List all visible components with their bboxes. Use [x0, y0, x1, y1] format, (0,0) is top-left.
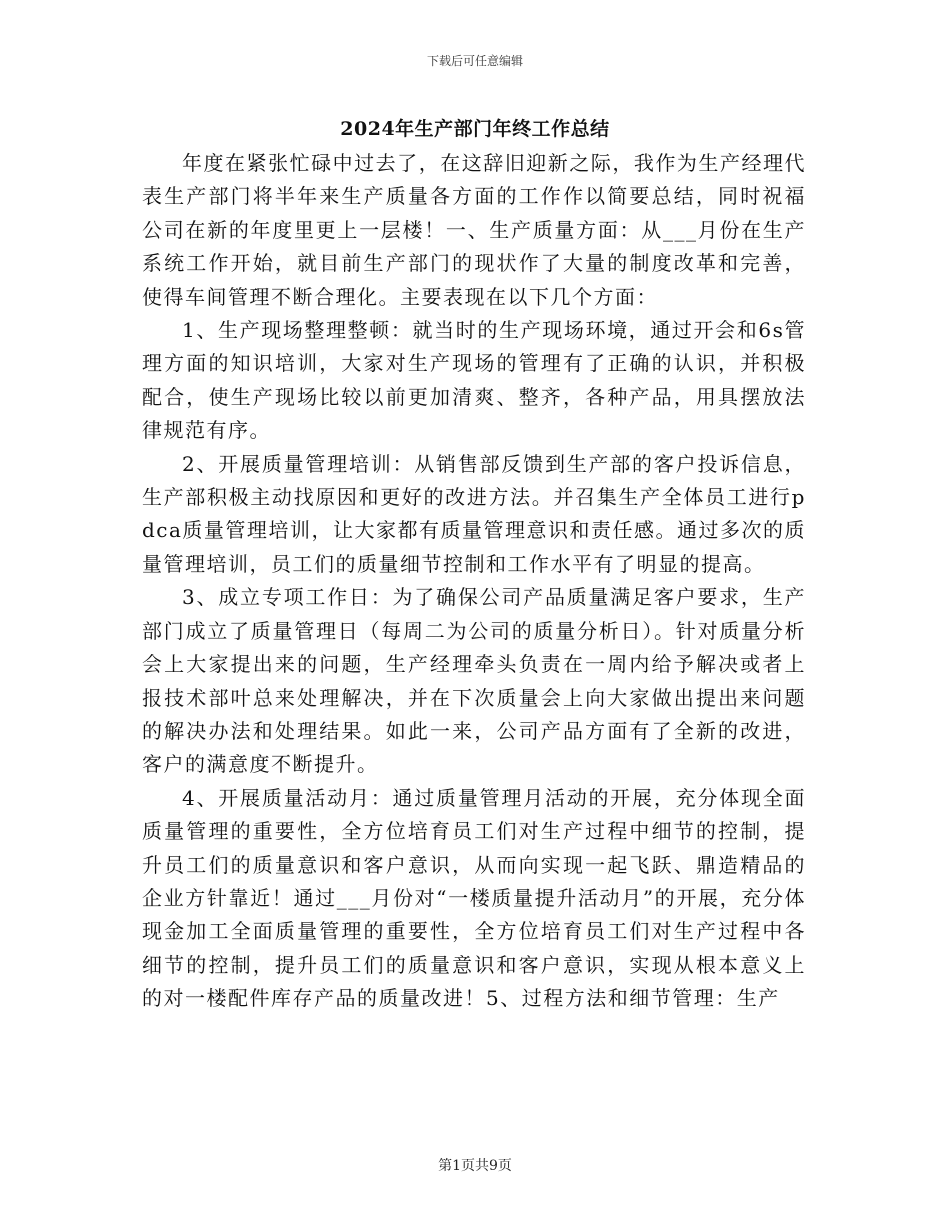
paragraph-item-3: 3、成立专项工作日：为了确保公司产品质量满足客户要求，生产部门成立了质量管理日（每周二为公司的质量分析日）。针对质量分析会上大家提出来的问题，生产经理牵头负责在一周内给予解决或者上报技术部叶总来处理解决，并在下次质量会上向大家做出提出来问题的解决办法和处理结果。如此一来，公司产品方面有了全新的改进，客户的满意度不断提升。: [142, 585, 806, 777]
paragraph-intro: 年度在紧张忙碌中过去了，在这辞旧迎新之际，我作为生产经理代表生产部门将半年来生产质量各方面的工作作以简要总结，同时祝福公司在新的年度里更上一层楼！一、生产质量方面：从___月份在生产系统工作开始，就目前生产部门的现状作了大量的制度改革和完善，使得车间管理不断合理化。主要表现在以下几个方面：: [142, 151, 806, 309]
paragraph-item-2: 2、开展质量管理培训：从销售部反馈到生产部的客户投诉信息，生产部积极主动找原因和更好的改进方法。并召集生产全体员工进行pdca质量管理培训，让大家都有质量管理意识和责任感。通过多次的质量管理培训，员工们的质量细节控制和工作水平有了明显的提高。: [142, 451, 806, 576]
page-header-note: 下载后可任意编辑: [426, 54, 523, 68]
document-body: [142, 147, 806, 1016]
paragraph-item-1: 1、生产现场整理整顿：就当时的生产现场环境，通过开会和6s管理方面的知识培训，大家对生产现场的管理有了正确的认识，并积极配合，使生产现场比较以前更加清爽、整齐，各种产品，用具摆放法律规范有序。: [142, 318, 806, 443]
page-footer-number: 第1页共9页: [438, 1158, 512, 1174]
paragraph-item-4: 4、开展质量活动月：通过质量管理月活动的开展，充分体现全面质量管理的重要性，全方位培育员工们对生产过程中细节的控制，提升员工们的质量意识和客户意识，从而向实现一起飞跃、鼎造精品的企业方针靠近！通过___月份对“一楼质量提升活动月”的开展，充分体现金加工全面质量管理的重要性，全方位培育员工们对生产过程中各细节的控制，提升员工们的质量意识和客户意识，实现从根本意义上的对一楼配件库存产品的质量改进！5、过程方法和细节管理：生产: [142, 785, 806, 1011]
document-title: 2024年生产部门年终工作总结: [340, 118, 610, 140]
